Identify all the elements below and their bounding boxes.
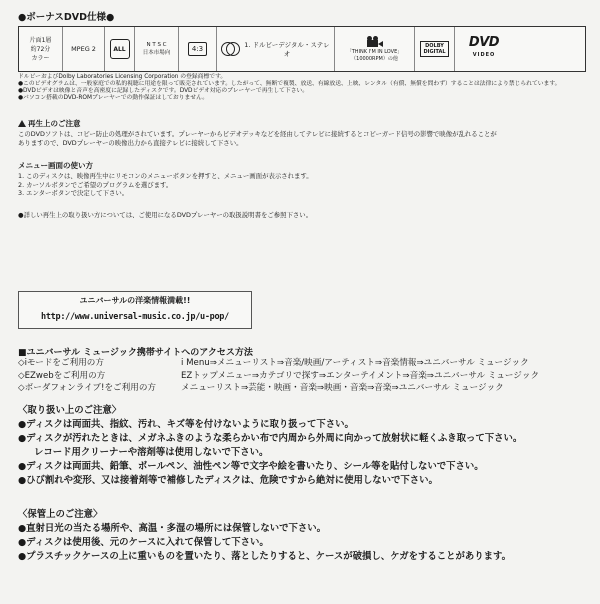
handling-item: ●ディスクは両面共、指紋、汚れ、キズ等を付けないように取り扱って下さい。 xyxy=(18,419,354,430)
spec-aspect-ratio xyxy=(179,27,217,71)
spec-color: カラー xyxy=(31,54,50,62)
promo-box xyxy=(18,291,252,329)
access-service: ◇ボーダフォンライブ!をご利用の方 xyxy=(18,383,157,394)
access-path: EZトップメニュー⇒カテゴリで探す⇒エンターテイメント⇒音楽⇒ユニバーサル ミュージック xyxy=(181,370,540,381)
paragraph-line: ありますので、DVDプレーヤーの映像出力から直接テレビに接続して下さい。 xyxy=(18,138,243,147)
legal-note: ●パソコン搭載のDVD-ROMプレーヤーでの動作保証はしておりません。 xyxy=(18,95,209,101)
spec-duration: 約72分 xyxy=(30,45,51,53)
handling-item: ●ディスクが汚れたときは、メガネふきのような柔らかい布で内周から外周に向かって放射状に軽くふき取って下さい。 xyxy=(18,433,523,444)
access-row-ezweb xyxy=(18,370,539,383)
storage-cautions xyxy=(18,508,511,564)
access-service: ◇iモードをご利用の方 xyxy=(18,358,104,368)
legal-note: ドルビーおよびDolby Laboratories Licensing Corporation の登録商標です。 xyxy=(18,74,227,80)
access-path: メニューリスト⇒芸能・映画・音楽⇒映画・音楽⇒音楽⇒ユニバーサル ミュージック xyxy=(181,383,504,394)
movie-camera-icon xyxy=(367,36,383,47)
handling-cautions xyxy=(18,404,522,488)
storage-item: ●ディスクは使用後、元のケースに入れて保管して下さい。 xyxy=(18,537,269,548)
storage-heading: 〈保管上のご注意〉 xyxy=(18,509,103,520)
dvd-video-logo xyxy=(469,37,499,61)
legal-note: ●DVDビデオは映像と音声を高密度に記録したディスクです。DVDビデオ対応のプレーヤーで再生して下さい。 xyxy=(18,88,309,94)
bonus-dvd-spec-heading: ●ボーナスDVD仕様● xyxy=(18,12,115,23)
dolby-word: DOLBY xyxy=(425,43,444,49)
access-row-imode xyxy=(18,357,539,370)
access-service: ◇EZwebをご利用の方 xyxy=(18,370,106,381)
handling-item: レコード用クリーナーや溶剤等は使用しないで下さい。 xyxy=(34,447,269,458)
dolby-digital-logo xyxy=(420,41,448,57)
legal-notes xyxy=(18,74,578,102)
storage-item: ●プラスチックケースの上に重いものを置いたり、落としたりすると、ケースが破損し、ケガをすることがあります。 xyxy=(18,551,512,562)
spec-song-note: （10000RPM）の他 xyxy=(351,55,398,62)
aspect-ratio-badge: 4:3 xyxy=(188,42,207,56)
player-manual-note: ●詳しい再生上の取り扱い方については、ご使用になるDVDプレーヤーの取扱説明書をご参照下さい。 xyxy=(18,211,313,219)
region-label: ALL xyxy=(113,45,126,53)
warning-icon xyxy=(18,120,26,127)
playback-caution-heading xyxy=(18,118,81,129)
spec-song-title: 「THINK I'M IN LOVE」 xyxy=(346,48,403,55)
access-row-vodafone xyxy=(18,382,539,395)
dvd-word: DVD xyxy=(468,35,500,50)
menu-step: 1. このディスクは、映像再生中にリモコンのメニューボタンを押すと、メニュー画面が表示されます。 xyxy=(18,172,313,180)
promo-url-link[interactable]: http://www.universal-music.co.jp/u-pop/ xyxy=(41,312,229,322)
mobile-access-list xyxy=(18,357,539,395)
menu-usage-steps xyxy=(18,172,313,198)
spec-ntsc xyxy=(135,27,179,71)
digital-word: DIGITAL xyxy=(423,49,446,55)
dvd-spec-strip xyxy=(18,26,586,72)
spec-dolby xyxy=(415,27,455,71)
handling-item: ●ディスクは両面共、鉛筆、ボールペン、油性ペン等で文字や絵を書いたり、シール等を貼付しないで下さい。 xyxy=(18,461,484,472)
promo-title: ユニバーサルの洋楽情報満載!! xyxy=(79,296,191,305)
handling-item: ●ひび割れや変形、又は接着剤等で補修したディスクは、危険ですから絶対に使用しないで下さい。 xyxy=(18,475,438,486)
handling-heading: 〈取り扱い上のご注意〉 xyxy=(18,405,122,416)
spec-region xyxy=(105,27,135,71)
spec-dvd-logo xyxy=(455,27,513,71)
region-all-icon xyxy=(110,39,130,59)
legal-note: ●このビデオグラムは、一般家庭での私的視聴に用途を限って販売されています。したがって、無断で複製、放送、有線放送、上映、レンタル（有償、無償を問わず）することは法律により禁じられています。 xyxy=(18,81,561,87)
spec-mpeg-label: MPEG 2 xyxy=(71,45,96,53)
access-path: i Menu⇒メニューリスト⇒音楽/映画/アーティスト⇒音楽情報⇒ユニバーサル ミュージック xyxy=(181,358,529,368)
menu-step: 2. カーソルボタンでご希望のプログラムを選びます。 xyxy=(18,180,173,189)
playback-caution-title: 再生上のご注意 xyxy=(28,119,81,128)
spec-audio-label: 1. ドルビーデジタル・ステレオ xyxy=(244,41,330,58)
spec-ntsc-label: N T S C xyxy=(146,42,167,48)
spec-content xyxy=(335,27,415,71)
playback-caution-text xyxy=(18,130,497,147)
menu-usage-heading: メニュー画面の使い方 xyxy=(18,161,93,170)
menu-step: 3. エンターボタンで決定して下さい。 xyxy=(18,189,129,198)
spec-audio xyxy=(217,27,335,71)
storage-item: ●直射日光の当たる場所や、高温・多湿の場所には保管しないで下さい。 xyxy=(18,523,326,534)
spec-ntsc-market: 日本市場向 xyxy=(142,50,171,56)
spec-time xyxy=(19,27,63,71)
spec-mpeg xyxy=(63,27,105,71)
video-word: VIDEO xyxy=(472,52,496,58)
audio-track-icon xyxy=(221,42,238,56)
mobile-access-heading: ■ユニバーサル ミュージック携帯サイトへのアクセス方法 xyxy=(18,348,253,358)
paragraph-line: このDVDソフトは、コピー防止の処理がされています。プレーヤーからビデオデッキなどを経由してテレビに接続するとコピーガード信号の影響で映像が乱れることが xyxy=(18,130,497,138)
spec-layer: 片面1層 xyxy=(29,36,52,44)
